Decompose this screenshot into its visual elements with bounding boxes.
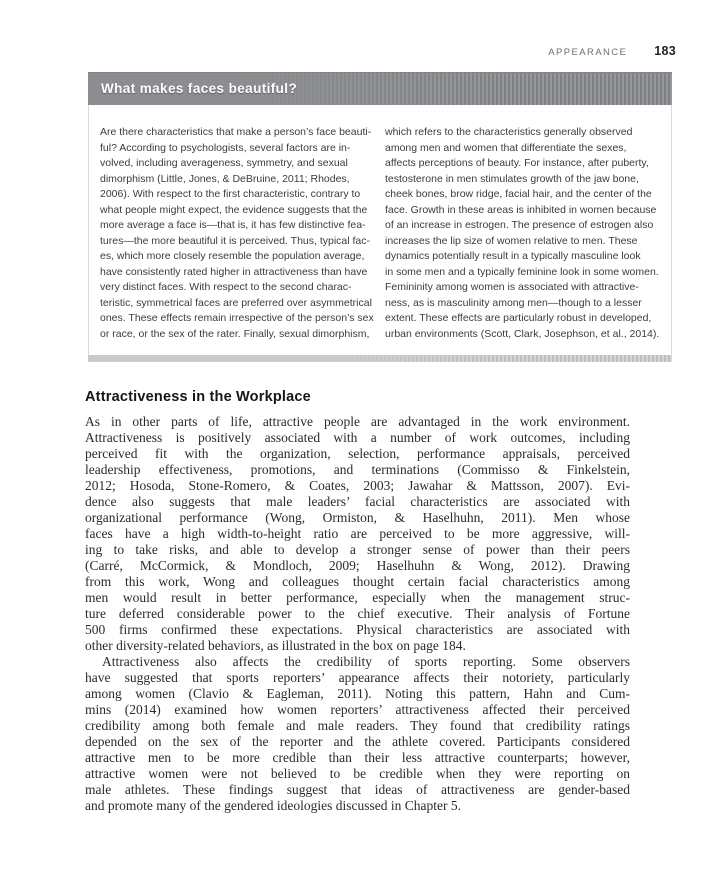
text-line: ness, as is masculinity among men—though to a lesser [385,296,642,309]
running-header [86,42,676,60]
text-line: tures—the more beautiful it is perceived. Thus, typical fac- [100,234,371,247]
paragraph [85,414,630,654]
feature-box-body [88,105,672,355]
text-line: from this work, Wong and colleagues thought certain facial characteristics among [85,574,630,589]
text-line: ful? According to psychologists, several factors are in- [100,141,351,154]
text-line: ones. These effects remain irrespective of the person’s sex [100,312,374,324]
text-line: among women (Clavio & Eagleman, 2011). Noting this pattern, Hahn and Cum- [85,686,630,701]
text-line: es, which more closely resemble the population average, [100,250,365,262]
feature-box-footer-bar [88,355,672,362]
text-line: faces have a high width-to-height ratio are perceived to be more aggressive, will- [85,526,630,541]
text-line: face. Growth in these areas is inhibited in women because [385,203,657,216]
running-head-label: APPEARANCE [548,47,628,58]
text-line: increases the lip size of women relative to men. These [385,234,638,247]
text-line: very distinct faces. With respect to the second charac- [100,281,352,293]
text-line: ing to take risks, and able to develop a stronger sense of power than their peers [85,542,630,557]
box-column-left [100,125,376,342]
text-line: depended on the sex of the reporter and the athlete covered. Participants considered [85,734,630,749]
body-text [85,414,630,814]
text-line: Attractiveness is positively associated with a number of work outcomes, including [85,430,630,445]
text-line: more average a face is—that is, it has few distinctive fea- [100,219,366,231]
text-line: leadership effectiveness, promotions, and terminations (Commisso & Finkelstein, [85,462,630,477]
text-line: among men and women that differentiate the sexes, [385,141,627,154]
text-line: or race, or the sex of the rater. Finally, sexual dimorphism, [100,327,370,340]
feature-box-title: What makes faces beautiful? [101,81,298,96]
text-line: men would result in better performance, especially when the management struc- [85,590,630,605]
text-line: other diversity-related behaviors, as illustrated in the box on page 184. [85,638,466,653]
text-line: Femininity among women is associated with attractive- [385,281,639,293]
feature-box [88,72,672,362]
section-heading: Attractiveness in the Workplace [85,389,311,405]
text-line: Are there characteristics that make a person’s face beauti- [100,126,372,138]
text-line: of an increase in estrogen. The presence of estrogen also [385,219,654,231]
text-line: credibility among both female and male readers. They found that credibility ratings [85,718,630,733]
text-line: which refers to the characteristics generally observed [385,126,633,138]
text-line: organizational performance (Wong, Ormiston, & Haselhuhn, 2011). Men whose [85,510,630,525]
text-line: urban environments (Scott, Clark, Josephson, et al., 2014). [385,327,660,340]
text-line: mins (2014) examined how women reporters’ attractiveness affected their perceived [85,702,630,717]
text-line: volved, including averageness, symmetry, and sexual [100,157,348,169]
text-line: dence also suggests that male leaders’ facial characteristics are associated with [85,494,630,509]
page-number: 183 [654,44,676,58]
text-line: attractive women were not believed to be credible when they were reporting on [85,766,630,781]
text-line: what people might expect, the evidence suggests that the [100,203,368,216]
paragraph [85,654,630,814]
text-line: male athletes. These findings suggest that ideas of attractiveness are gender-based [85,782,630,797]
text-line: in some men and a typically feminine look in some women. [385,265,659,278]
text-line: cheek bones, brow ridge, facial hair, and the center of the [385,188,652,200]
text-line: 500 firms confirmed these expectations. Physical characteristics are associated with [85,622,630,637]
text-line: affects perceptions of beauty. For instance, after puberty, [385,157,649,169]
text-line: have consistently rated higher in attractiveness than have [100,265,368,278]
text-line: and promote many of the gendered ideologies discussed in Chapter 5. [85,798,462,813]
text-line: Attractiveness also affects the credibility of sports reporting. Some observers [102,654,630,669]
text-line: attractive men to be more credible than their less attractive counterparts; however, [85,750,630,765]
text-line: dynamics potentially result in a typically masculine look [385,250,641,262]
feature-box-header-bar [88,72,672,105]
text-line: 2006). With respect to the first characteristic, contrary to [100,188,361,200]
text-line: extent. These effects are particularly robust in developed, [385,312,652,324]
text-line: perceived fit with the organization, selection, performance appraisals, perceived [85,446,630,461]
text-line: (Carré, McCormick, & Mondloch, 2009; Haselhuhn & Wong, 2012). Drawing [85,558,630,573]
text-line: ture deferred considerable power to the chief executive. Their analysis of Fortune [85,606,630,621]
box-column-right [385,125,661,342]
text-line: teristic, symmetrical faces are preferred over asymmetrical [100,296,372,309]
text-line: testosterone in men stimulates growth of the jaw bone, [385,172,639,185]
text-line: dimorphism (Little, Jones, & DeBruine, 2011; Rhodes, [100,172,350,185]
text-line: have suggested that sports reporters’ appearance affects their notoriety, particularly [85,670,630,685]
text-line: 2012; Hosoda, Stone-Romero, & Coates, 2003; Jawahar & Mattsson, 2007). Evi- [85,478,630,493]
text-line: As in other parts of life, attractive people are advantaged in the work environment. [85,414,630,429]
